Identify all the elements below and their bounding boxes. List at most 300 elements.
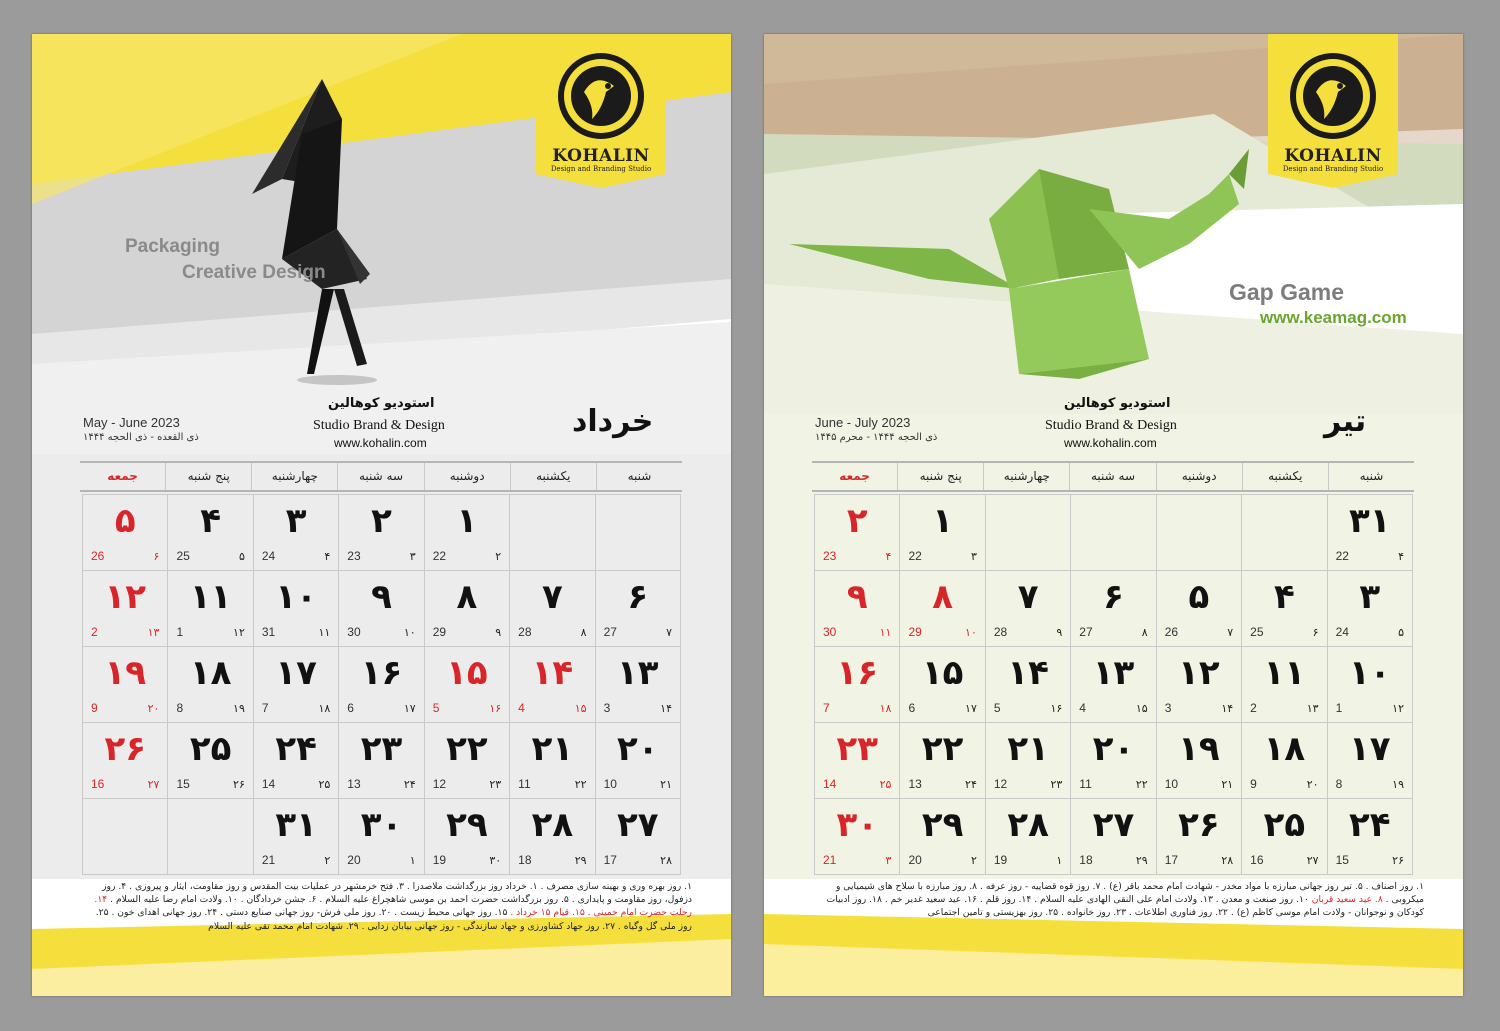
day-cell	[1242, 799, 1327, 875]
gregorian-day: 9	[91, 701, 98, 715]
gregorian-day: 26	[1164, 625, 1179, 639]
origami-dragon-icon	[789, 149, 1259, 379]
day-number: ۲۰	[617, 729, 659, 769]
day-number: ۲۳	[360, 729, 403, 769]
gregorian-day: 13	[347, 777, 361, 791]
gregorian-day: 4	[1079, 701, 1086, 715]
brand-subtitle: Design and Branding Studio	[1282, 165, 1384, 173]
event-item: ۸. عید سعید قربان	[1308, 894, 1383, 906]
weekday-mon: دوشنبه	[425, 463, 511, 490]
weekday-sat: شنبه	[627, 469, 652, 483]
day-cell	[425, 571, 510, 647]
hijri-day: ۷	[1227, 626, 1234, 639]
day-number: ۱۸	[189, 653, 232, 693]
day-cell	[1328, 495, 1413, 571]
empty-cell	[83, 799, 168, 875]
day-number: ۲۵	[1263, 805, 1306, 845]
day-number: ۲۶	[1178, 805, 1220, 845]
hijri-range: ذی القعده - ذی الحجه ۱۴۴۴	[83, 432, 199, 443]
day-number: ۱۴	[1007, 653, 1049, 693]
gregorian-day: 21	[823, 853, 837, 867]
hijri-day: ۱۸	[318, 702, 331, 715]
hijri-day: ۲۸	[660, 854, 672, 867]
day-cell	[815, 571, 900, 647]
day-cell	[339, 799, 424, 875]
gregorian-day: 2	[91, 625, 98, 639]
event-item: ۲۹. شهادت امام محمد تقی علیه السلام	[208, 920, 359, 932]
event-item: ۱. روز اصناف .	[1362, 881, 1424, 892]
day-cell	[986, 647, 1071, 723]
day-number: ۱۷	[1349, 729, 1391, 769]
hijri-day: ۶	[153, 550, 160, 563]
day-number: ۲	[371, 501, 392, 541]
gregorian-day: 15	[176, 777, 190, 791]
hijri-day: ۸	[1141, 626, 1148, 639]
month-title: خرداد	[572, 404, 654, 439]
gregorian-day: 13	[908, 777, 922, 791]
day-number: ۱۳	[1092, 653, 1135, 693]
day-number: ۱۹	[104, 653, 146, 693]
hijri-day: ۴	[1398, 550, 1404, 563]
hijri-day: ۲۳	[489, 778, 502, 791]
day-number: ۲۱	[531, 729, 574, 769]
empty-cell	[510, 495, 595, 571]
gregorian-day: 14	[261, 777, 276, 791]
gregorian-day: 22	[1335, 549, 1349, 563]
studio-name-fa: استودیو کوهالین	[328, 396, 435, 411]
gregorian-day: 29	[908, 625, 922, 639]
hijri-day: ۲۲	[574, 778, 587, 791]
event-item: ۲۷. روز جهاد کشاورزی و جهاد سازندگی - روز جهانی بیابان زدایی .	[358, 920, 616, 932]
day-cell	[254, 495, 339, 571]
weekday-tue: سه شنبه	[1070, 463, 1156, 490]
hijri-day: ۲۵	[879, 778, 892, 791]
event-item: ۱۵. روز جهانی محیط زیست .	[391, 907, 508, 919]
day-cell	[339, 723, 424, 799]
day-number: ۱۷	[275, 653, 317, 693]
hijri-day: ۲	[495, 550, 502, 563]
hijri-day: ۲۱	[660, 778, 672, 791]
gregorian-day: 12	[993, 777, 1008, 791]
gregorian-day: 20	[347, 853, 361, 867]
weekday-wed: چهارشنبه	[252, 463, 338, 490]
hijri-day: ۴	[324, 550, 331, 563]
event-item: ۴. روز دزفول، روز مقاومت و پایداری .	[102, 881, 692, 906]
hijri-day: ۱۴	[1221, 702, 1234, 715]
day-cell	[168, 723, 253, 799]
day-cell	[510, 723, 595, 799]
day-cell	[815, 799, 900, 875]
gregorian-day: 23	[347, 549, 361, 563]
day-cell	[1157, 723, 1242, 799]
day-number: ۶	[627, 577, 649, 617]
hijri-day: ۳	[409, 550, 416, 563]
day-number: ۳۰	[836, 805, 878, 845]
day-cell	[596, 723, 681, 799]
gregorian-day: 1	[176, 625, 184, 639]
hijri-day: ۱۷	[403, 702, 416, 715]
weekday-header	[80, 461, 682, 492]
event-item: ۲۲. روز فناوری اطلاعات .	[1126, 907, 1228, 919]
hijri-day: ۲۱	[1221, 778, 1234, 791]
gregorian-day: 24	[1335, 625, 1349, 639]
gregorian-day: 28	[993, 625, 1008, 639]
day-number: ۹	[371, 577, 392, 617]
studio-website: www.kohalin.com	[1064, 436, 1157, 450]
gregorian-day: 16	[1250, 853, 1264, 867]
day-cell	[900, 571, 985, 647]
day-number: ۲۲	[446, 729, 488, 769]
empty-cell	[1157, 495, 1242, 571]
event-item: ۱۰. روز صنعت و معدن .	[1212, 894, 1309, 906]
event-item: ۱۴. رحلت حضرت امام خمینی .	[94, 894, 692, 919]
hijri-day: ۲۴	[965, 778, 977, 791]
event-item: ۱۵. قیام ۱۵ خرداد .	[507, 907, 585, 919]
hijri-day: ۴	[885, 550, 892, 563]
weekday-sun: یکشنبه	[511, 463, 597, 490]
day-cell	[900, 647, 985, 723]
hijri-day: ۲۴	[403, 778, 416, 791]
hijri-day: ۲۹	[574, 854, 587, 867]
empty-cell	[1071, 495, 1156, 571]
hijri-day: ۱۵	[1135, 702, 1148, 715]
weekday-mon: دوشنبه	[1157, 463, 1243, 490]
gregorian-day: 21	[261, 853, 276, 867]
hijri-day: ۲۶	[233, 778, 245, 791]
hijri-day: ۲۶	[1392, 854, 1404, 867]
day-number: ۲۸	[1007, 805, 1049, 845]
gregorian-day: 15	[1335, 853, 1349, 867]
day-number: ۱۵	[446, 653, 488, 693]
day-number: ۱۸	[1263, 729, 1306, 769]
day-number: ۱۵	[921, 653, 964, 693]
day-cell	[425, 495, 510, 571]
day-cell	[1071, 647, 1156, 723]
hijri-day: ۲۷	[147, 778, 160, 791]
day-number: ۱۰	[275, 577, 317, 617]
event-item: ۲۳. روز خانواده .	[1058, 907, 1127, 919]
hijri-day: ۱۳	[1306, 702, 1319, 715]
day-cell	[900, 723, 985, 799]
origami-crow-icon	[242, 74, 382, 389]
weekday-fri: جمعه	[812, 463, 898, 490]
gregorian-day: 11	[518, 777, 531, 791]
day-cell	[83, 647, 168, 723]
day-number: ۹	[846, 577, 868, 617]
day-cell	[168, 495, 253, 571]
empty-cell	[168, 799, 253, 875]
brand-name: KOHALIN	[1284, 146, 1382, 166]
day-number: ۲۲	[921, 729, 964, 769]
hijri-day: ۳۰	[489, 854, 502, 867]
day-cell	[596, 571, 681, 647]
day-number: ۸	[456, 577, 478, 617]
gregorian-day: 27	[603, 625, 617, 639]
headline-gap-game: Gap Game	[1229, 279, 1345, 305]
brand-subtitle: Design and Branding Studio	[550, 165, 652, 173]
calendar-page-tir	[764, 34, 1463, 996]
gregorian-day: 26	[91, 549, 105, 563]
gregorian-day: 14	[823, 777, 837, 791]
weekday-thu: پنج شنبه	[898, 463, 984, 490]
day-cell	[1242, 571, 1327, 647]
event-item: ۱۰. ولادت امام رضا علیه السلام .	[107, 894, 238, 906]
gregorian-day: 16	[91, 777, 105, 791]
day-number: ۵	[114, 501, 136, 541]
day-cell	[986, 571, 1071, 647]
gregorian-day: 7	[261, 701, 269, 715]
day-number: ۲۴	[275, 729, 317, 769]
hijri-day: ۲	[970, 854, 977, 867]
event-item: ۱۴. روز قلم .	[977, 894, 1032, 906]
day-number: ۱۰	[1349, 653, 1391, 693]
day-number: ۳۱	[1349, 501, 1391, 541]
hijri-range: ذی الحجه ۱۴۴۴ - محرم ۱۴۴۵	[815, 432, 938, 443]
day-number: ۴	[200, 501, 222, 541]
weekday-fri: جمعه	[80, 463, 166, 490]
gregorian-day: 5	[993, 701, 1001, 715]
studio-name-en: Studio Brand & Design	[313, 418, 445, 433]
event-item: ۲۵. روز ملی گل وگیاه .	[95, 907, 692, 932]
gregorian-range: June - July 2023	[815, 415, 911, 430]
gregorian-range: May - June 2023	[83, 415, 180, 430]
gregorian-day: 6	[347, 701, 354, 715]
hijri-day: ۵	[238, 550, 245, 563]
gregorian-day: 25	[1250, 625, 1264, 639]
day-number: ۱۴	[531, 653, 574, 693]
day-cell	[339, 647, 424, 723]
headline-creative-design: Creative Design	[182, 262, 326, 283]
empty-cell	[596, 495, 681, 571]
gregorian-day: 18	[1079, 853, 1093, 867]
event-item: ۲۵. روز بهزیستی و تامین اجتماعی	[927, 907, 1059, 919]
empty-cell	[1242, 495, 1327, 571]
gregorian-day: 8	[176, 701, 184, 715]
day-cell	[986, 723, 1071, 799]
weekday-tue: سه شنبه	[338, 463, 424, 490]
day-number: ۳	[285, 501, 307, 541]
event-item: ۷. روز قوه قضاییه - روز عرفه .	[977, 881, 1101, 892]
gregorian-day: 31	[261, 625, 276, 639]
day-cell	[83, 495, 168, 571]
month-grid	[82, 494, 681, 875]
gregorian-day: 28	[518, 625, 532, 639]
event-item: ۱. روز بهره وری و بهینه سازی مصرف .	[537, 881, 692, 892]
hijri-day: ۳	[885, 854, 892, 867]
day-cell	[168, 571, 253, 647]
hijri-day: ۱۲	[233, 626, 245, 639]
month-grid	[814, 494, 1413, 875]
event-item: ۱. خرداد روز بزرگداشت ملاصدرا .	[403, 881, 538, 892]
hijri-day: ۲۹	[1135, 854, 1148, 867]
studio-name-fa: استودیو کوهالین	[1064, 396, 1171, 411]
day-number: ۵	[1188, 577, 1210, 617]
day-cell	[1328, 799, 1413, 875]
event-item: ۸. روز مبارزه با سلاح های شیمیایی و میکروبی .	[835, 881, 1424, 906]
hijri-day: ۹	[1056, 626, 1063, 639]
day-cell	[1157, 571, 1242, 647]
hijri-day: ۹	[495, 626, 502, 639]
day-number: ۲	[846, 501, 868, 541]
gregorian-day: 19	[432, 853, 447, 867]
gregorian-day: 23	[823, 549, 837, 563]
day-cell	[254, 723, 339, 799]
weekday-sat: شنبه	[1359, 469, 1384, 483]
gregorian-day: 30	[347, 625, 361, 639]
weekday-header	[812, 461, 1414, 492]
day-number: ۶	[1103, 577, 1124, 617]
gregorian-day: 5	[432, 701, 440, 715]
headline-packaging: Packaging	[125, 236, 221, 257]
day-number: ۸	[932, 577, 954, 617]
day-number: ۱۶	[836, 653, 878, 693]
event-item: ۶. جشن خردادگان .	[237, 894, 317, 906]
event-item: ۱۸. روز ادبیات کودکان و نوجوانان - ولادت امام موسی کاظم (ع) .	[826, 894, 1424, 919]
day-cell	[1071, 799, 1156, 875]
day-cell	[900, 799, 985, 875]
month-title: تیر	[1324, 404, 1367, 439]
gregorian-day: 30	[823, 625, 837, 639]
hijri-day: ۱۸	[879, 702, 892, 715]
day-number: ۲۷	[617, 805, 659, 845]
day-number: ۲۴	[1349, 805, 1391, 845]
day-cell	[83, 723, 168, 799]
day-cell	[425, 799, 510, 875]
weekday-sun: یکشنبه	[1243, 463, 1329, 490]
gregorian-day: 29	[432, 625, 447, 639]
gregorian-day: 10	[1164, 777, 1179, 791]
hijri-day: ۱۲	[1392, 702, 1404, 715]
gregorian-day: 9	[1250, 777, 1257, 791]
day-cell	[900, 495, 985, 571]
event-item: ۳. فتح خرمشهر در عملیات بیت المقدس و روز مقاومت، ایثار و پیروزی .	[126, 881, 404, 892]
hijri-day: ۱۱	[318, 626, 331, 639]
day-cell	[510, 799, 595, 875]
empty-cell	[986, 495, 1071, 571]
hijri-day: ۳	[970, 550, 977, 563]
weekday-thu: پنج شنبه	[166, 463, 252, 490]
gregorian-day: 3	[603, 701, 611, 715]
day-cell	[339, 495, 424, 571]
gregorian-day: 10	[603, 777, 617, 791]
gregorian-day: 2	[1250, 701, 1257, 715]
day-cell	[339, 571, 424, 647]
gregorian-day: 19	[993, 853, 1008, 867]
studio-website: www.kohalin.com	[334, 436, 427, 450]
day-number: ۳	[1359, 577, 1381, 617]
event-item: ۲۰. روز ملی فرش- روز جهانی صنایع دستی .	[217, 907, 392, 919]
hijri-day: ۲۰	[147, 702, 160, 715]
event-item: ۲۴. روز جهانی اهدای خون .	[108, 907, 218, 919]
day-cell	[1242, 647, 1327, 723]
hijri-day: ۱۶	[489, 702, 502, 715]
hijri-day: ۱۶	[1050, 702, 1063, 715]
event-item: ۱۶. عید سعید غدیر خم .	[881, 894, 978, 906]
day-number: ۳۰	[360, 805, 403, 845]
hijri-day: ۲۰	[1306, 778, 1319, 791]
day-cell	[1328, 723, 1413, 799]
hijri-day: ۲	[324, 854, 331, 867]
day-number: ۲۵	[189, 729, 232, 769]
hijri-day: ۱۱	[879, 626, 892, 639]
hijri-day: ۷	[666, 626, 672, 639]
hijri-day: ۱	[1056, 854, 1063, 867]
hijri-day: ۲۷	[1306, 854, 1319, 867]
day-number: ۱۱	[1263, 653, 1306, 693]
hijri-day: ۱۹	[1392, 778, 1404, 791]
day-cell	[254, 799, 339, 875]
day-cell	[815, 723, 900, 799]
day-number: ۱۶	[360, 653, 403, 693]
day-cell	[986, 799, 1071, 875]
hijri-day: ۱۹	[233, 702, 245, 715]
hijri-day: ۸	[580, 626, 587, 639]
gregorian-day: 27	[1079, 625, 1093, 639]
day-number: ۱	[456, 501, 478, 541]
day-cell	[510, 647, 595, 723]
day-cell	[1071, 571, 1156, 647]
gregorian-day: 25	[176, 549, 190, 563]
day-number: ۳۱	[275, 805, 317, 845]
day-cell	[510, 571, 595, 647]
day-number: ۴	[1273, 577, 1295, 617]
gregorian-day: 4	[518, 701, 525, 715]
day-number: ۲۹	[921, 805, 964, 845]
event-item: ۵. تیر روز جهانی مبارزه با مواد مخدر - شهادت امام محمد باقر (ع) .	[1100, 881, 1363, 892]
day-cell	[254, 647, 339, 723]
headline-website: www.keamag.com	[1260, 308, 1407, 327]
brand-name: KOHALIN	[552, 146, 650, 166]
hijri-day: ۲۵	[318, 778, 331, 791]
hijri-day: ۵	[1398, 626, 1404, 639]
day-number: ۲۳	[836, 729, 878, 769]
day-number: ۷	[541, 577, 563, 617]
day-cell	[425, 647, 510, 723]
hijri-day: ۱۳	[147, 626, 160, 639]
event-item: ۱۳. ولادت امام علی النقی الهادی علیه السلام .	[1031, 894, 1213, 906]
day-cell	[815, 495, 900, 571]
gregorian-day: 3	[1164, 701, 1172, 715]
hijri-day: ۱۰	[965, 626, 977, 639]
day-cell	[1157, 799, 1242, 875]
day-cell	[596, 647, 681, 723]
event-item: ۵. روز بزرگداشت حضرت احمد بن موسی شاهچراغ علیه السلام .	[316, 894, 569, 906]
weekday-wed: چهارشنبه	[984, 463, 1070, 490]
gregorian-day: 18	[518, 853, 532, 867]
day-number: ۱۲	[1178, 653, 1220, 693]
day-number: ۱	[932, 501, 954, 541]
day-number: ۱۱	[189, 577, 232, 617]
hijri-day: ۶	[1312, 626, 1319, 639]
hijri-day: ۲۳	[1050, 778, 1063, 791]
day-cell	[1328, 647, 1413, 723]
day-cell	[83, 571, 168, 647]
day-number: ۲۰	[1092, 729, 1135, 769]
hijri-day: ۲۲	[1135, 778, 1148, 791]
events-list	[80, 880, 692, 933]
day-number: ۲۹	[446, 805, 488, 845]
gregorian-day: 22	[908, 549, 922, 563]
day-cell	[1242, 723, 1327, 799]
day-number: ۱۹	[1178, 729, 1220, 769]
gregorian-day: 6	[908, 701, 916, 715]
day-cell	[1328, 571, 1413, 647]
day-cell	[168, 647, 253, 723]
calendar-page-khordad	[32, 34, 731, 996]
gregorian-day: 11	[1079, 777, 1092, 791]
hijri-day: ۱۵	[574, 702, 587, 715]
day-cell	[254, 571, 339, 647]
